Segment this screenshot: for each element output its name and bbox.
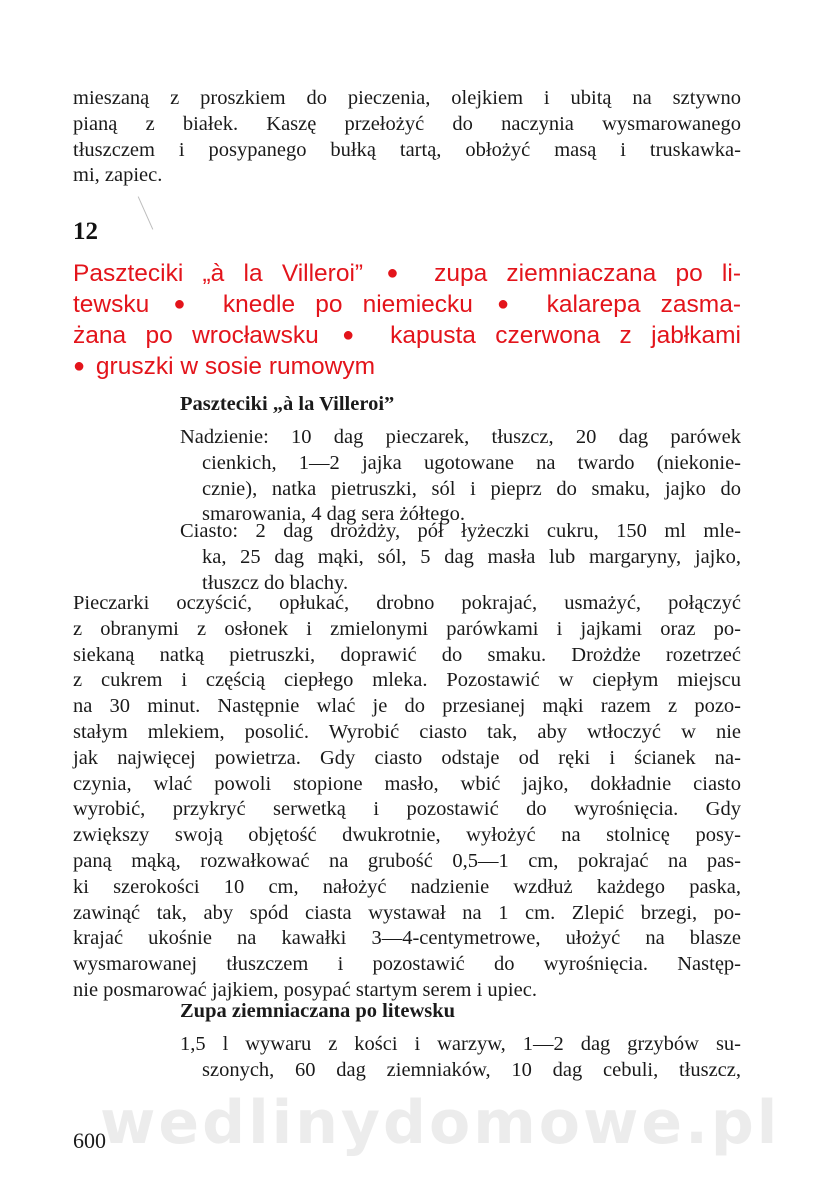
- menu-dish: gruszki w sosie rumowym: [95, 353, 375, 380]
- text-line: mi, zapiec.: [73, 164, 163, 187]
- text-line: Pieczarki oczyścić, opłukać, drobno pokrajać, usmażyć, połączyć: [73, 592, 741, 614]
- menu-title-line: [73, 320, 741, 351]
- menu-title-line: [73, 258, 741, 289]
- bullet-icon: ●: [73, 355, 86, 377]
- text-line: 1,5 l wywaru z kości i warzyw, 1—2 dag grzybów su-: [180, 1033, 741, 1055]
- method-paragraph: [73, 591, 741, 1004]
- text-line: wyrobić, przykryć serwetką i pozostawić do wyrośnięcia. Gdy: [73, 798, 741, 821]
- text-line: zawinąć tak, aby spód ciasta wystawał na 1 cm. Zlepić brzegi, po-: [73, 901, 741, 924]
- ingredients-soup: [180, 1032, 741, 1084]
- recipe-heading: Zupa ziemniaczana po litewsku: [180, 1000, 456, 1022]
- ingredients-filling: [180, 425, 741, 528]
- page-number: 600: [73, 1128, 106, 1153]
- menu-dish: zupa ziemniaczana po li-: [434, 260, 741, 287]
- menu-dish: kapusta czerwona z jabłkami: [390, 322, 742, 349]
- menu-dish: żana po wrocławsku: [73, 322, 319, 349]
- bullet-icon: ●: [173, 293, 199, 315]
- text-line: paną mąką, rozwałkować na grubość 0,5—1 cm, pokrajać na pas-: [73, 849, 741, 872]
- menu-number: 12: [73, 218, 98, 245]
- text-line: wysmarowanej tłuszczem i pozostawić do wyrośnięcia. Następ-: [73, 953, 741, 976]
- text-line: z cukrem i częścią ciepłego mleka. Pozostawić w ciepłym miejscu: [73, 669, 741, 692]
- text-line: cznie), natka pietruszki, sól i pieprz do smaku, jajko do: [202, 477, 741, 500]
- menu-title-line: [73, 289, 741, 320]
- text-line: Ciasto: 2 dag drożdży, pół łyżeczki cukru, 150 ml mle-: [180, 520, 741, 542]
- recipe-heading: Paszteciki „à la Villeroi”: [180, 393, 395, 415]
- menu-title-line: [73, 351, 741, 382]
- intro-paragraph: [73, 86, 741, 189]
- text-line: Nadzienie: 10 dag pieczarek, tłuszcz, 20 dag parówek: [180, 426, 741, 448]
- text-line: pianą z białek. Kaszę przełożyć do naczynia wysmarowanego: [73, 112, 741, 135]
- ingredients-dough: [180, 519, 741, 596]
- text-line: szonych, 60 dag ziemniaków, 10 dag cebuli, tłuszcz,: [202, 1058, 741, 1081]
- text-line: stałym mlekiem, posolić. Wyrobić ciasto tak, aby wtłoczyć w nie: [73, 720, 741, 743]
- text-line: siekaną natką pietruszki, doprawić do smaku. Drożdże rozetrzeć: [73, 643, 741, 666]
- text-line: czynia, wlać powoli stopione masło, wbić jajko, dokładnie ciasto: [73, 772, 741, 795]
- text-line: jak najwięcej powietrza. Gdy ciasto odstaje od ręki i ścianek na-: [73, 746, 741, 769]
- text-line: mieszaną z proszkiem do pieczenia, olejkiem i ubitą na sztywno: [73, 87, 741, 109]
- text-line: cienkich, 1—2 jajka ugotowane na twardo (niekonie-: [202, 451, 741, 474]
- menu-dish: Paszteciki „à la Villeroi”: [73, 260, 364, 287]
- bullet-icon: ●: [497, 293, 523, 315]
- bullet-icon: ●: [386, 262, 411, 284]
- text-line: ka, 25 dag mąki, sól, 5 dag masła lub margaryny, jajko,: [202, 545, 741, 568]
- text-line: tłuszczem i posypanego bułką tartą, obłożyć masą i truskawka-: [73, 138, 741, 161]
- text-line: smarowania, 4 dag sera żółtego.: [202, 503, 465, 526]
- text-line: nie posmarować jajkiem, posypać startym serem i upiec.: [73, 978, 537, 1001]
- text-line: krajać ukośnie na kawałki 3—4-centymetrowe, ułożyć na blasze: [73, 927, 741, 950]
- stray-pen-mark: [138, 196, 154, 229]
- menu-title: [73, 258, 741, 382]
- menu-dish: tewsku: [73, 291, 150, 318]
- text-line: zwiększy swoją objętość dwukrotnie, wyłożyć na stolnicę posy-: [73, 824, 741, 847]
- menu-dish: knedle po niemiecku: [222, 291, 473, 318]
- text-line: z obranymi z osłonek i zmielonymi parówkami i jajkami oraz po-: [73, 617, 741, 640]
- text-line: na 30 minut. Następnie wlać je do przesianej mąki razem z pozo-: [73, 695, 741, 718]
- text-line: tłuszcz do blachy.: [202, 571, 349, 594]
- text-line: ki szerokości 10 cm, nałożyć nadzienie wzdłuż każdego paska,: [73, 875, 741, 898]
- watermark: wedlinydomowe.pl: [100, 1088, 781, 1158]
- menu-dish: kalarepa zasma-: [546, 291, 741, 318]
- bullet-icon: ●: [342, 324, 367, 346]
